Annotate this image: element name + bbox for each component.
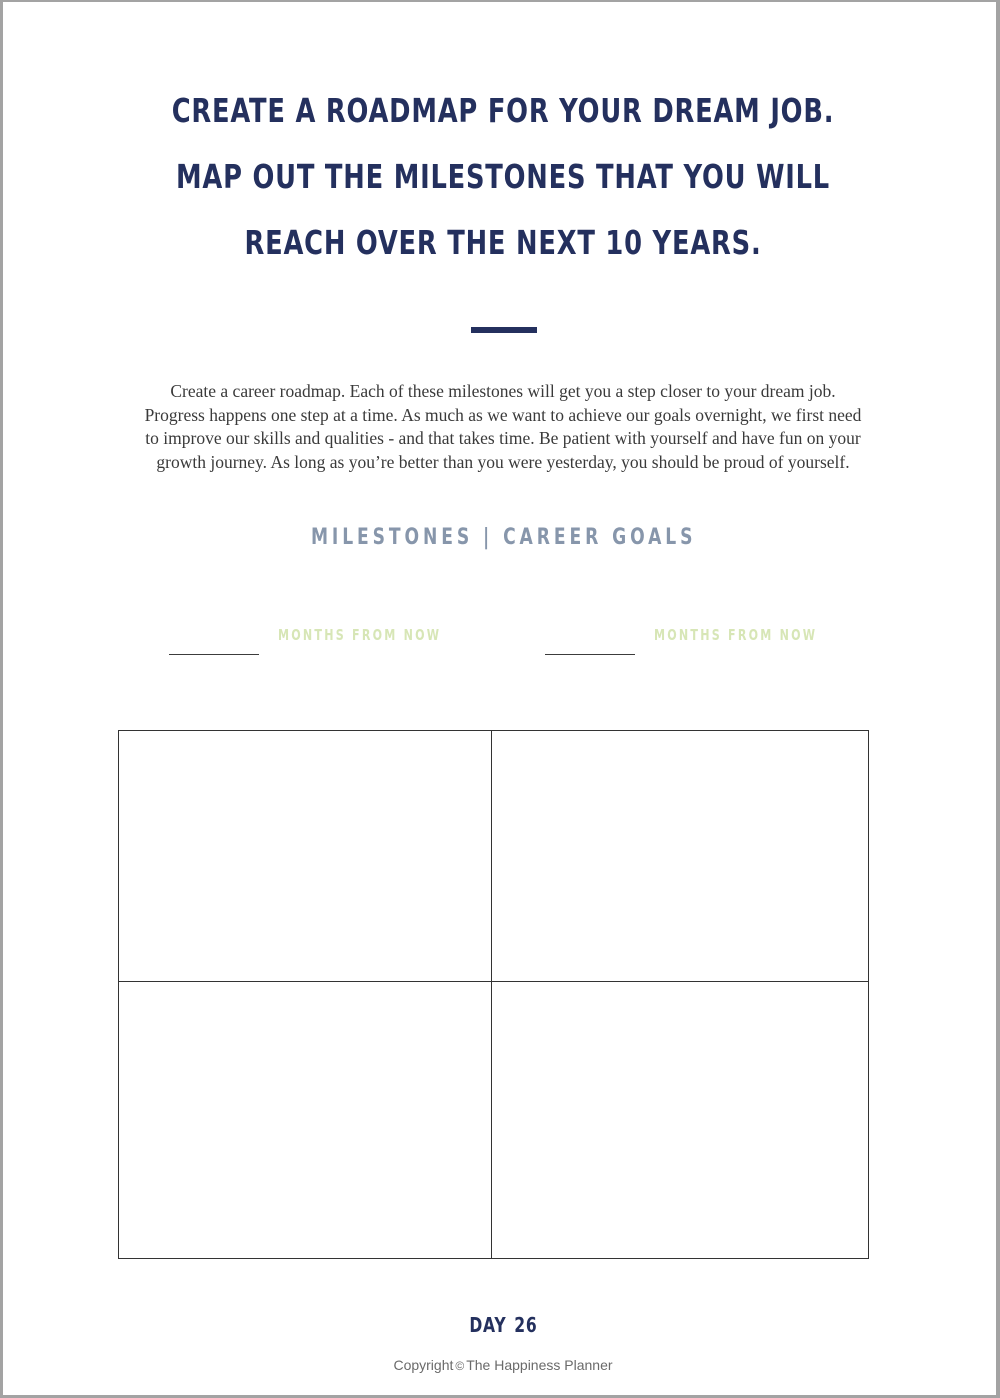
grid-horizontal-divider xyxy=(119,981,868,982)
grid-cell-top-left[interactable] xyxy=(119,731,491,981)
months-blank-field-2[interactable] xyxy=(545,654,635,655)
day-label xyxy=(113,1313,893,1337)
copyright-footer xyxy=(3,1357,1000,1373)
grid-cell-bottom-left[interactable] xyxy=(119,983,491,1257)
day-number: 26 xyxy=(514,1313,538,1337)
title-line-3: REACH OVER THE NEXT 10 YEARS. xyxy=(244,223,762,262)
copyright-owner: The Happiness Planner xyxy=(466,1357,613,1373)
months-label-1: MONTHS FROM NOW xyxy=(278,626,442,644)
grid-cell-top-right[interactable] xyxy=(493,731,867,981)
title-line-2: MAP OUT THE MILESTONES THAT YOU WILL xyxy=(176,157,830,196)
intro-line-3: to improve our skills and qualities - and that takes time. Be patient with yourself and have fun on your xyxy=(145,428,861,448)
intro-line-1: Create a career roadmap. Each of these milestones will get you a step closer to your dream job. xyxy=(170,381,836,401)
months-blank-field-1[interactable] xyxy=(169,654,259,655)
page-title xyxy=(113,86,893,284)
section-heading: MILESTONES | CAREER GOALS xyxy=(310,525,697,550)
title-divider xyxy=(471,327,537,333)
copyright-icon: © xyxy=(455,1359,465,1373)
intro-line-2: Progress happens one step at a time. As much as we want to achieve our goals overnight, we first need xyxy=(144,404,862,425)
grid-cell-bottom-right[interactable] xyxy=(493,983,867,1257)
milestone-grid xyxy=(118,730,869,1259)
intro-paragraph xyxy=(113,380,893,474)
title-line-1: CREATE A ROADMAP FOR YOUR DREAM JOB. xyxy=(171,91,835,130)
day-text: DAY xyxy=(469,1313,507,1337)
intro-line-4: growth journey. As long as you’re better than you were yesterday, you should be proud of yourself. xyxy=(156,451,850,472)
months-label-2: MONTHS FROM NOW xyxy=(654,626,818,644)
copyright-prefix: Copyright xyxy=(393,1357,454,1373)
grid-vertical-divider xyxy=(491,731,492,1258)
